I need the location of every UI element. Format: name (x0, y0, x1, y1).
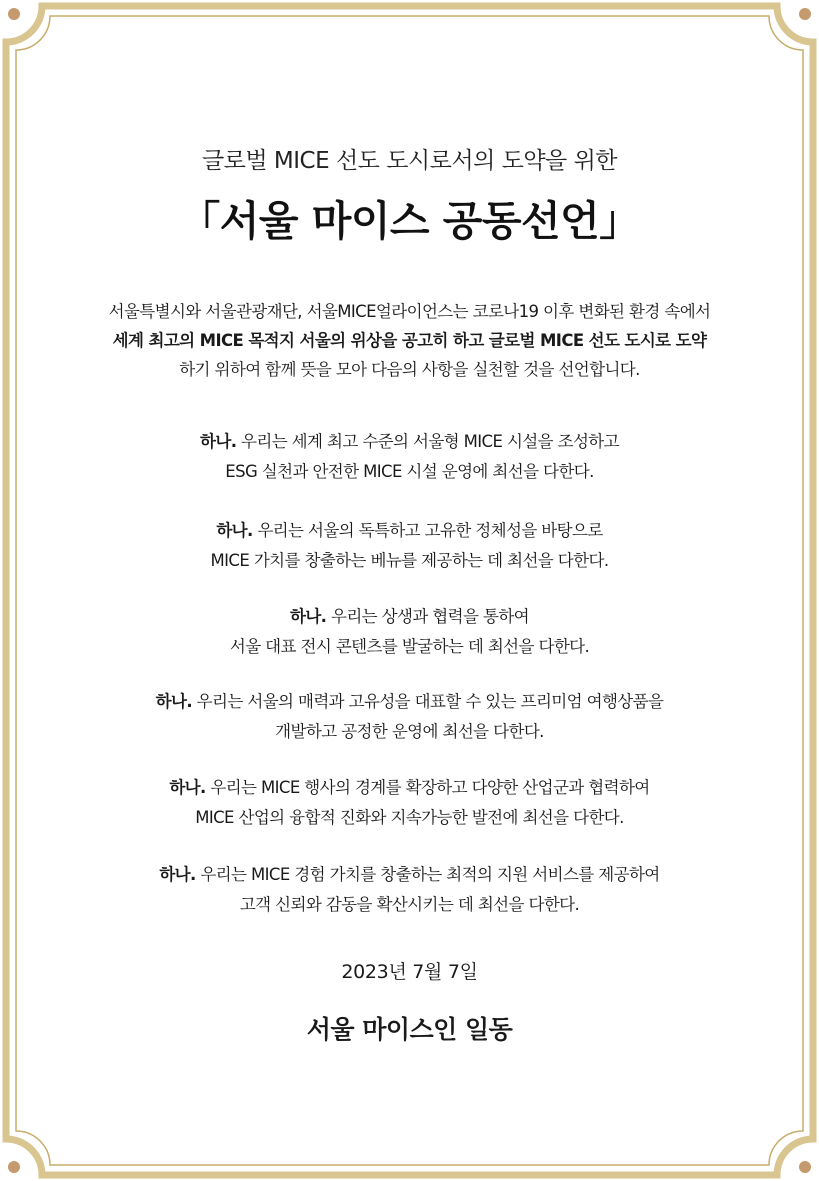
pledge-line-2: 개발하고 공정한 운영에 최선을 다한다. (275, 722, 544, 741)
pledge-lead: 하나. (169, 778, 206, 797)
intro-line-1: 서울특별시와 서울관광재단, 서울MICE얼라이언스는 코로나19 이후 변화된 환경 속에서 (108, 302, 711, 321)
pledge-line-2: ESG 실천과 안전한 MICE 시설 운영에 최선을 다한다. (225, 462, 594, 481)
pledge-line-2: 고객 신뢰와 감동을 확산시키는 데 최선을 다한다. (239, 895, 580, 914)
document-subtitle: 글로벌 MICE 선도 도시로서의 도약을 위한 (201, 148, 618, 174)
pledge-text: 우리는 서울의 매력과 고유성을 대표할 수 있는 프리미엄 여행상품을 (192, 692, 664, 711)
pledge-lead: 하나. (200, 432, 237, 451)
pledge-line-2: 서울 대표 전시 콘텐츠를 발굴하는 데 최선을 다한다. (229, 637, 590, 656)
pledge-text: 우리는 MICE 행사의 경계를 확장하고 다양한 산업군과 협력하여 (205, 778, 650, 797)
pledge-item (0, 687, 819, 747)
pledge-lead: 하나. (159, 865, 196, 884)
intro-line-3: 하기 위하여 함께 뜻을 모아 다음의 사항을 실천할 것을 선언합니다. (179, 360, 640, 379)
pledge-item (0, 516, 819, 576)
pledge-lead: 하나. (155, 692, 193, 711)
pledge-text: 우리는 세계 최고 수준의 서울형 MICE 시설을 조성하고 (236, 432, 619, 451)
pledge-item (0, 427, 819, 487)
pledge-item (0, 773, 819, 833)
pledge-lead: 하나. (216, 521, 253, 540)
pledge-line-1 (0, 773, 819, 803)
pledge-text: 우리는 서울의 독특하고 고유한 정체성을 바탕으로 (252, 521, 603, 540)
pledge-text: 우리는 MICE 경험 가치를 창출하는 최적의 지원 서비스를 제공하여 (195, 865, 660, 884)
pledge-item (0, 860, 819, 920)
declaration-signature: 서울 마이스인 일동 (306, 1015, 513, 1044)
pledge-line-1 (0, 687, 819, 717)
intro-paragraph (0, 297, 819, 384)
declaration-date: 2023년 7월 7일 (341, 961, 478, 983)
pledge-line-2: MICE 산업의 융합적 진화와 지속가능한 발전에 최선을 다한다. (195, 808, 624, 827)
pledge-lead: 하나. (289, 607, 327, 626)
document-title: 「서울 마이스 공동선언」 (179, 197, 640, 245)
pledge-line-1 (0, 860, 819, 890)
pledge-line-1 (0, 516, 819, 546)
pledge-line-1 (0, 602, 819, 632)
pledge-text: 우리는 상생과 협력을 통하여 (326, 607, 529, 626)
pledge-item (0, 602, 819, 662)
pledge-line-2: MICE 가치를 창출하는 베뉴를 제공하는 데 최선을 다한다. (210, 551, 609, 570)
intro-line-2: 세계 최고의 MICE 목적지 서울의 위상을 공고히 하고 글로벌 MICE 선도 도시로 도약 (112, 331, 707, 350)
pledge-line-1 (0, 427, 819, 457)
